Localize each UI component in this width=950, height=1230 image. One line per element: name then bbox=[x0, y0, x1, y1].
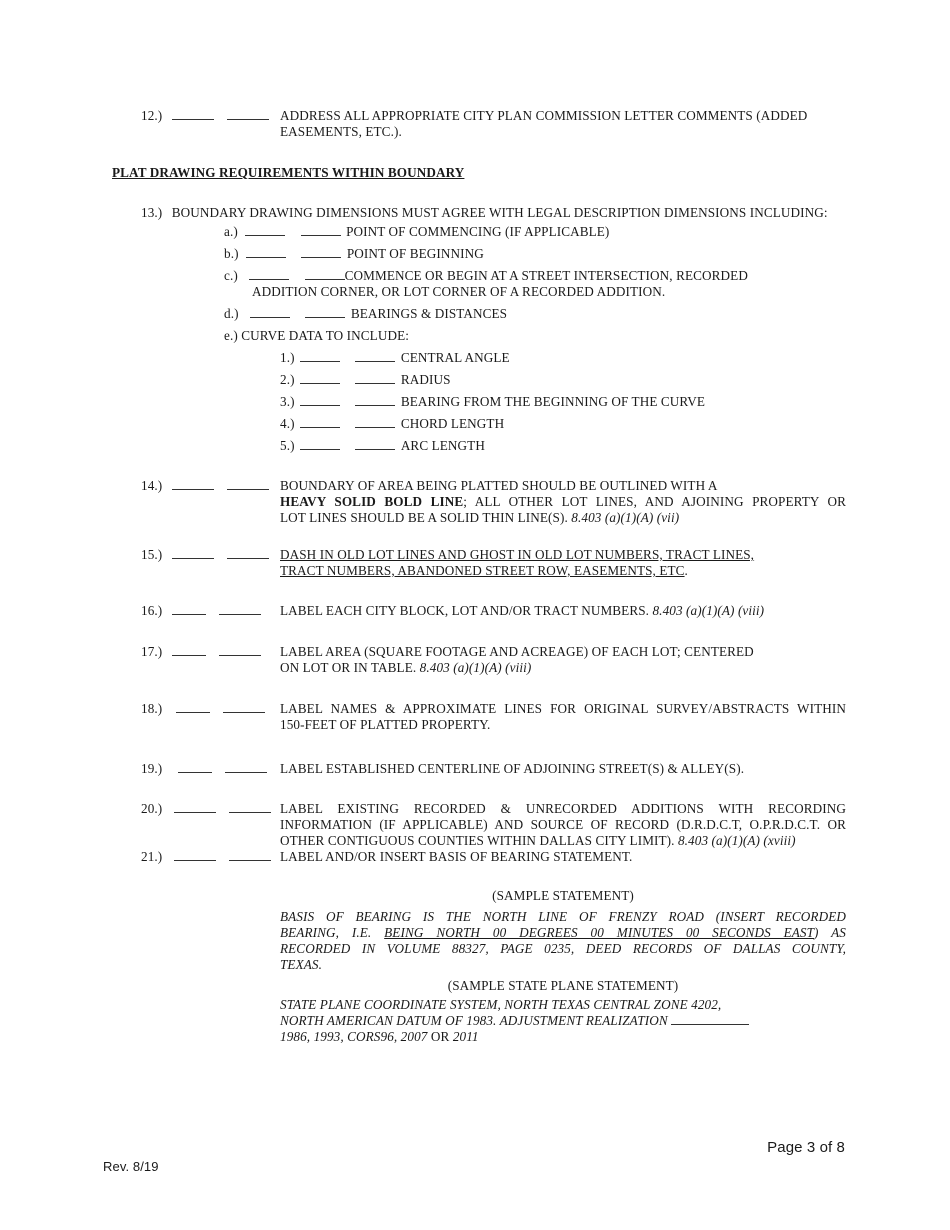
sub-label: d.) bbox=[224, 306, 239, 321]
checkbox-blank[interactable] bbox=[172, 603, 206, 615]
sub-text: POINT OF BEGINNING bbox=[346, 246, 484, 261]
text-line: TEXAS. bbox=[280, 957, 322, 972]
checkbox-blank[interactable] bbox=[246, 246, 286, 258]
checkbox-blank[interactable] bbox=[305, 268, 345, 280]
text-fragment: ) AS bbox=[814, 925, 846, 940]
code-reference: 8.403 (a)(1)(A) (viii) bbox=[652, 603, 765, 618]
item-21-text: LABEL AND/OR INSERT BASIS OF BEARING STATEMENT. bbox=[280, 849, 633, 864]
sub-text: RADIUS bbox=[400, 372, 451, 387]
item-13c-continuation: ADDITION CORNER, OR LOT CORNER OF A RECORDED ADDITION. bbox=[252, 284, 666, 299]
item-13d bbox=[224, 306, 507, 322]
checkbox-blank[interactable] bbox=[227, 478, 269, 490]
checkbox-blank[interactable] bbox=[300, 416, 340, 428]
checkbox-blank[interactable] bbox=[355, 372, 395, 384]
checkbox-blank[interactable] bbox=[355, 438, 395, 450]
sub-text: CHORD LENGTH bbox=[400, 416, 505, 431]
item-number: 15.) bbox=[141, 547, 163, 562]
item-21-number bbox=[141, 849, 271, 865]
checkbox-blank[interactable] bbox=[301, 224, 341, 236]
sub-label: 1.) bbox=[280, 350, 295, 365]
text-line bbox=[280, 510, 846, 526]
curve-item bbox=[280, 372, 451, 388]
item-16-text bbox=[280, 603, 846, 619]
text-fragment: BEARING, I.E. bbox=[280, 925, 372, 940]
item-19-text: LABEL ESTABLISHED CENTERLINE OF ADJOINING STREET(S) & ALLEY(S). bbox=[280, 761, 745, 776]
sub-text: CURVE DATA TO INCLUDE: bbox=[241, 328, 409, 343]
sub-text: COMMENCE OR BEGIN AT A STREET INTERSECTION, RECORDED bbox=[344, 268, 748, 283]
item-number: 16.) bbox=[141, 603, 163, 618]
text-fragment: NORTH AMERICAN DATUM OF 1983. ADJUSTMENT REALIZATION bbox=[280, 1013, 668, 1028]
item-12-text: ADDRESS ALL APPROPRIATE CITY PLAN COMMISSION LETTER COMMENTS (ADDED EASEMENTS, ETC.). bbox=[280, 108, 808, 139]
text-fragment: . bbox=[684, 563, 688, 578]
item-17-text bbox=[280, 644, 846, 676]
item-number: 13.) bbox=[141, 205, 163, 220]
sub-label: 5.) bbox=[280, 438, 295, 453]
item-13b bbox=[224, 246, 484, 262]
item-number: 19.) bbox=[141, 761, 163, 776]
sub-label: b.) bbox=[224, 246, 239, 261]
text-line bbox=[280, 1013, 846, 1029]
item-number: 18.) bbox=[141, 701, 163, 716]
checkbox-blank[interactable] bbox=[249, 268, 289, 280]
state-plane-heading: (SAMPLE STATE PLANE STATEMENT) bbox=[447, 978, 679, 993]
item-17-number bbox=[141, 644, 261, 660]
item-15-number bbox=[141, 547, 269, 563]
checkbox-blank[interactable] bbox=[300, 394, 340, 406]
text-line: LABEL EXISTING RECORDED & UNRECORDED ADDITIONS WITH RECORDING bbox=[280, 801, 846, 816]
curve-item bbox=[280, 350, 510, 366]
text-fragment: LABEL EACH CITY BLOCK, LOT AND/OR TRACT NUMBERS. bbox=[280, 603, 650, 618]
text-line: LABEL NAMES & APPROXIMATE LINES FOR ORIGINAL SURVEY/ABSTRACTS WITHIN bbox=[280, 701, 846, 716]
code-reference: 8.403 (a)(1)(A) (xviii) bbox=[677, 833, 796, 848]
text-line bbox=[280, 925, 846, 941]
text-fragment: ; ALL OTHER LOT LINES, AND AJOINING PROPERTY OR bbox=[463, 494, 846, 509]
text-line: STATE PLANE COORDINATE SYSTEM, NORTH TEXAS CENTRAL ZONE 4202, bbox=[280, 997, 722, 1012]
curve-item bbox=[280, 416, 504, 432]
item-19-number bbox=[141, 761, 267, 777]
code-reference: 8.403 (a)(1)(A) (vii) bbox=[571, 510, 680, 525]
checkbox-blank[interactable] bbox=[174, 849, 216, 861]
item-16-number bbox=[141, 603, 261, 619]
code-reference: 8.403 (a)(1)(A) (viii) bbox=[419, 660, 532, 675]
text-line bbox=[280, 660, 846, 676]
item-18-number bbox=[141, 701, 265, 717]
text-fragment: TRACT NUMBERS, ABANDONED STREET ROW, EASEMENTS, ETC bbox=[280, 563, 685, 578]
text-fragment: ON LOT OR IN TABLE. bbox=[280, 660, 417, 675]
checkbox-blank[interactable] bbox=[227, 108, 269, 120]
section-heading: PLAT DRAWING REQUIREMENTS WITHIN BOUNDARY bbox=[112, 165, 465, 180]
checkbox-blank[interactable] bbox=[355, 394, 395, 406]
checkbox-blank[interactable] bbox=[219, 603, 261, 615]
text-line: LABEL AREA (SQUARE FOOTAGE AND ACREAGE) OF EACH LOT; CENTERED bbox=[280, 644, 754, 659]
text-fragment: OR bbox=[430, 1029, 450, 1044]
sub-text: CENTRAL ANGLE bbox=[400, 350, 510, 365]
item-13e bbox=[224, 328, 409, 344]
sample-statement-text bbox=[280, 909, 846, 973]
page-number: Page 3 of 8 bbox=[767, 1139, 845, 1156]
sub-text: BEARING FROM THE BEGINNING OF THE CURVE bbox=[400, 394, 706, 409]
checkbox-blank[interactable] bbox=[174, 801, 216, 813]
text-fragment: 2011 bbox=[452, 1029, 479, 1044]
text-line: 150-FEET OF PLATTED PROPERTY. bbox=[280, 717, 491, 732]
item-number: 12.) bbox=[141, 108, 163, 123]
text-line bbox=[280, 494, 846, 510]
checkbox-blank[interactable] bbox=[172, 478, 214, 490]
sub-label: 2.) bbox=[280, 372, 295, 387]
sub-text: BEARINGS & DISTANCES bbox=[350, 306, 508, 321]
realization-blank[interactable] bbox=[671, 1013, 749, 1025]
checkbox-blank[interactable] bbox=[300, 438, 340, 450]
underlined-fragment: BEING NORTH 00 DEGREES 00 MINUTES 00 SECONDS EAST bbox=[384, 925, 815, 940]
text-line: BOUNDARY OF AREA BEING PLATTED SHOULD BE OUTLINED WITH A bbox=[280, 478, 718, 493]
checkbox-blank[interactable] bbox=[172, 644, 206, 656]
checkbox-blank[interactable] bbox=[250, 306, 290, 318]
item-number: 17.) bbox=[141, 644, 163, 659]
checkbox-blank[interactable] bbox=[223, 701, 265, 713]
item-20-text bbox=[280, 801, 846, 849]
item-13c bbox=[224, 268, 748, 284]
item-12-number bbox=[141, 108, 269, 124]
text-line: RECORDED IN VOLUME 88327, PAGE 0235, DEED RECORDS OF DALLAS COUNTY, bbox=[280, 941, 846, 956]
sub-text: POINT OF COMMENCING (IF APPLICABLE) bbox=[346, 224, 610, 239]
sub-text: ARC LENGTH bbox=[400, 438, 485, 453]
checkbox-blank[interactable] bbox=[172, 108, 214, 120]
item-18-text bbox=[280, 701, 846, 733]
sub-label: 4.) bbox=[280, 416, 295, 431]
item-number: 20.) bbox=[141, 801, 163, 816]
curve-item bbox=[280, 438, 485, 454]
sample-statement-heading: (SAMPLE STATEMENT) bbox=[492, 888, 634, 903]
text-line bbox=[280, 833, 846, 849]
item-14-number bbox=[141, 478, 269, 494]
text-fragment: LOT LINES SHOULD BE A SOLID THIN LINE(S). bbox=[280, 510, 568, 525]
item-13 bbox=[141, 205, 828, 221]
item-15-text bbox=[280, 547, 846, 579]
item-14-text bbox=[280, 478, 846, 526]
text-fragment: 1986, 1993, CORS96, 2007 bbox=[280, 1029, 428, 1044]
sub-label: a.) bbox=[224, 224, 238, 239]
checkbox-blank[interactable] bbox=[355, 416, 395, 428]
text-fragment: OTHER CONTIGUOUS COUNTIES WITHIN DALLAS CITY LIMIT). bbox=[280, 833, 675, 848]
checkbox-blank[interactable] bbox=[172, 547, 214, 559]
checkbox-blank[interactable] bbox=[305, 306, 345, 318]
checkbox-blank[interactable] bbox=[301, 246, 341, 258]
checkbox-blank[interactable] bbox=[300, 372, 340, 384]
curve-item bbox=[280, 394, 705, 410]
checkbox-blank[interactable] bbox=[219, 644, 261, 656]
sub-label: e.) bbox=[224, 328, 238, 343]
text-line: INFORMATION (IF APPLICABLE) AND SOURCE OF RECORD (D.R.D.C.T, O.P.R.D.C.T. OR bbox=[280, 817, 846, 832]
checkbox-blank[interactable] bbox=[178, 761, 212, 773]
item-20-number bbox=[141, 801, 271, 817]
checkbox-blank[interactable] bbox=[176, 701, 210, 713]
checkbox-blank[interactable] bbox=[229, 801, 271, 813]
item-number: 21.) bbox=[141, 849, 163, 864]
item-number: 14.) bbox=[141, 478, 163, 493]
checkbox-blank[interactable] bbox=[229, 849, 271, 861]
item-13a bbox=[224, 224, 609, 240]
state-plane-text bbox=[280, 997, 846, 1045]
item-13-text: BOUNDARY DRAWING DIMENSIONS MUST AGREE WITH LEGAL DESCRIPTION DIMENSIONS INCLUDING: bbox=[171, 205, 828, 220]
checkbox-blank[interactable] bbox=[355, 350, 395, 362]
text-line bbox=[280, 1029, 846, 1045]
checkbox-blank[interactable] bbox=[245, 224, 285, 236]
bold-emphasis: HEAVY SOLID BOLD LINE bbox=[280, 494, 464, 509]
text-line: BASIS OF BEARING IS THE NORTH LINE OF FRENZY ROAD (INSERT RECORDED bbox=[280, 909, 846, 924]
text-line: DASH IN OLD LOT LINES AND GHOST IN OLD LOT NUMBERS, TRACT LINES, bbox=[280, 547, 755, 562]
checkbox-blank[interactable] bbox=[225, 761, 267, 773]
text-line bbox=[280, 563, 846, 579]
revision-date: Rev. 8/19 bbox=[103, 1159, 159, 1174]
checkbox-blank[interactable] bbox=[227, 547, 269, 559]
checkbox-blank[interactable] bbox=[300, 350, 340, 362]
sub-label: 3.) bbox=[280, 394, 295, 409]
sub-label: c.) bbox=[224, 268, 238, 283]
